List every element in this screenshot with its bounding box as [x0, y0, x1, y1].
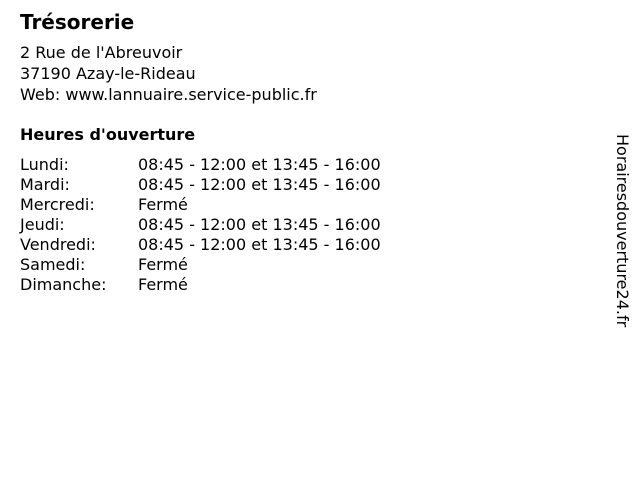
brand-watermark-text: Horairesdouverture24.fr — [613, 134, 632, 328]
day-label: Mercredi: — [20, 195, 95, 214]
day-hours: 08:45 - 12:00 et 13:45 - 16:00 — [138, 215, 381, 234]
hours-row-monday — [20, 155, 600, 175]
hours-row-tuesday — [20, 175, 600, 195]
address-city: 37190 Azay-le-Rideau — [20, 64, 196, 83]
day-hours: 08:45 - 12:00 et 13:45 - 16:00 — [138, 235, 381, 254]
day-label: Lundi: — [20, 155, 69, 174]
opening-hours-title: Heures d'ouverture — [20, 125, 196, 144]
hours-row-sunday — [20, 275, 600, 295]
day-hours: 08:45 - 12:00 et 13:45 - 16:00 — [138, 155, 381, 174]
day-hours: Fermé — [138, 275, 188, 294]
hours-row-thursday — [20, 215, 600, 235]
day-label: Samedi: — [20, 255, 86, 274]
day-label: Dimanche: — [20, 275, 107, 294]
day-label: Mardi: — [20, 175, 70, 194]
opening-hours-table — [20, 155, 600, 295]
day-hours: Fermé — [138, 195, 188, 214]
day-hours: 08:45 - 12:00 et 13:45 - 16:00 — [138, 175, 381, 194]
website-line: Web: www.lannuaire.service-public.fr — [20, 85, 317, 104]
business-name: Trésorerie — [20, 10, 135, 34]
day-hours: Fermé — [138, 255, 188, 274]
day-label: Vendredi: — [20, 235, 96, 254]
hours-row-friday — [20, 235, 600, 255]
business-card — [20, 10, 600, 295]
side-brand — [612, 134, 632, 348]
hours-row-wednesday — [20, 195, 600, 215]
day-label: Jeudi: — [20, 215, 65, 234]
address-street: 2 Rue de l'Abreuvoir — [20, 43, 183, 62]
hours-row-saturday — [20, 255, 600, 275]
address-block — [20, 42, 600, 105]
